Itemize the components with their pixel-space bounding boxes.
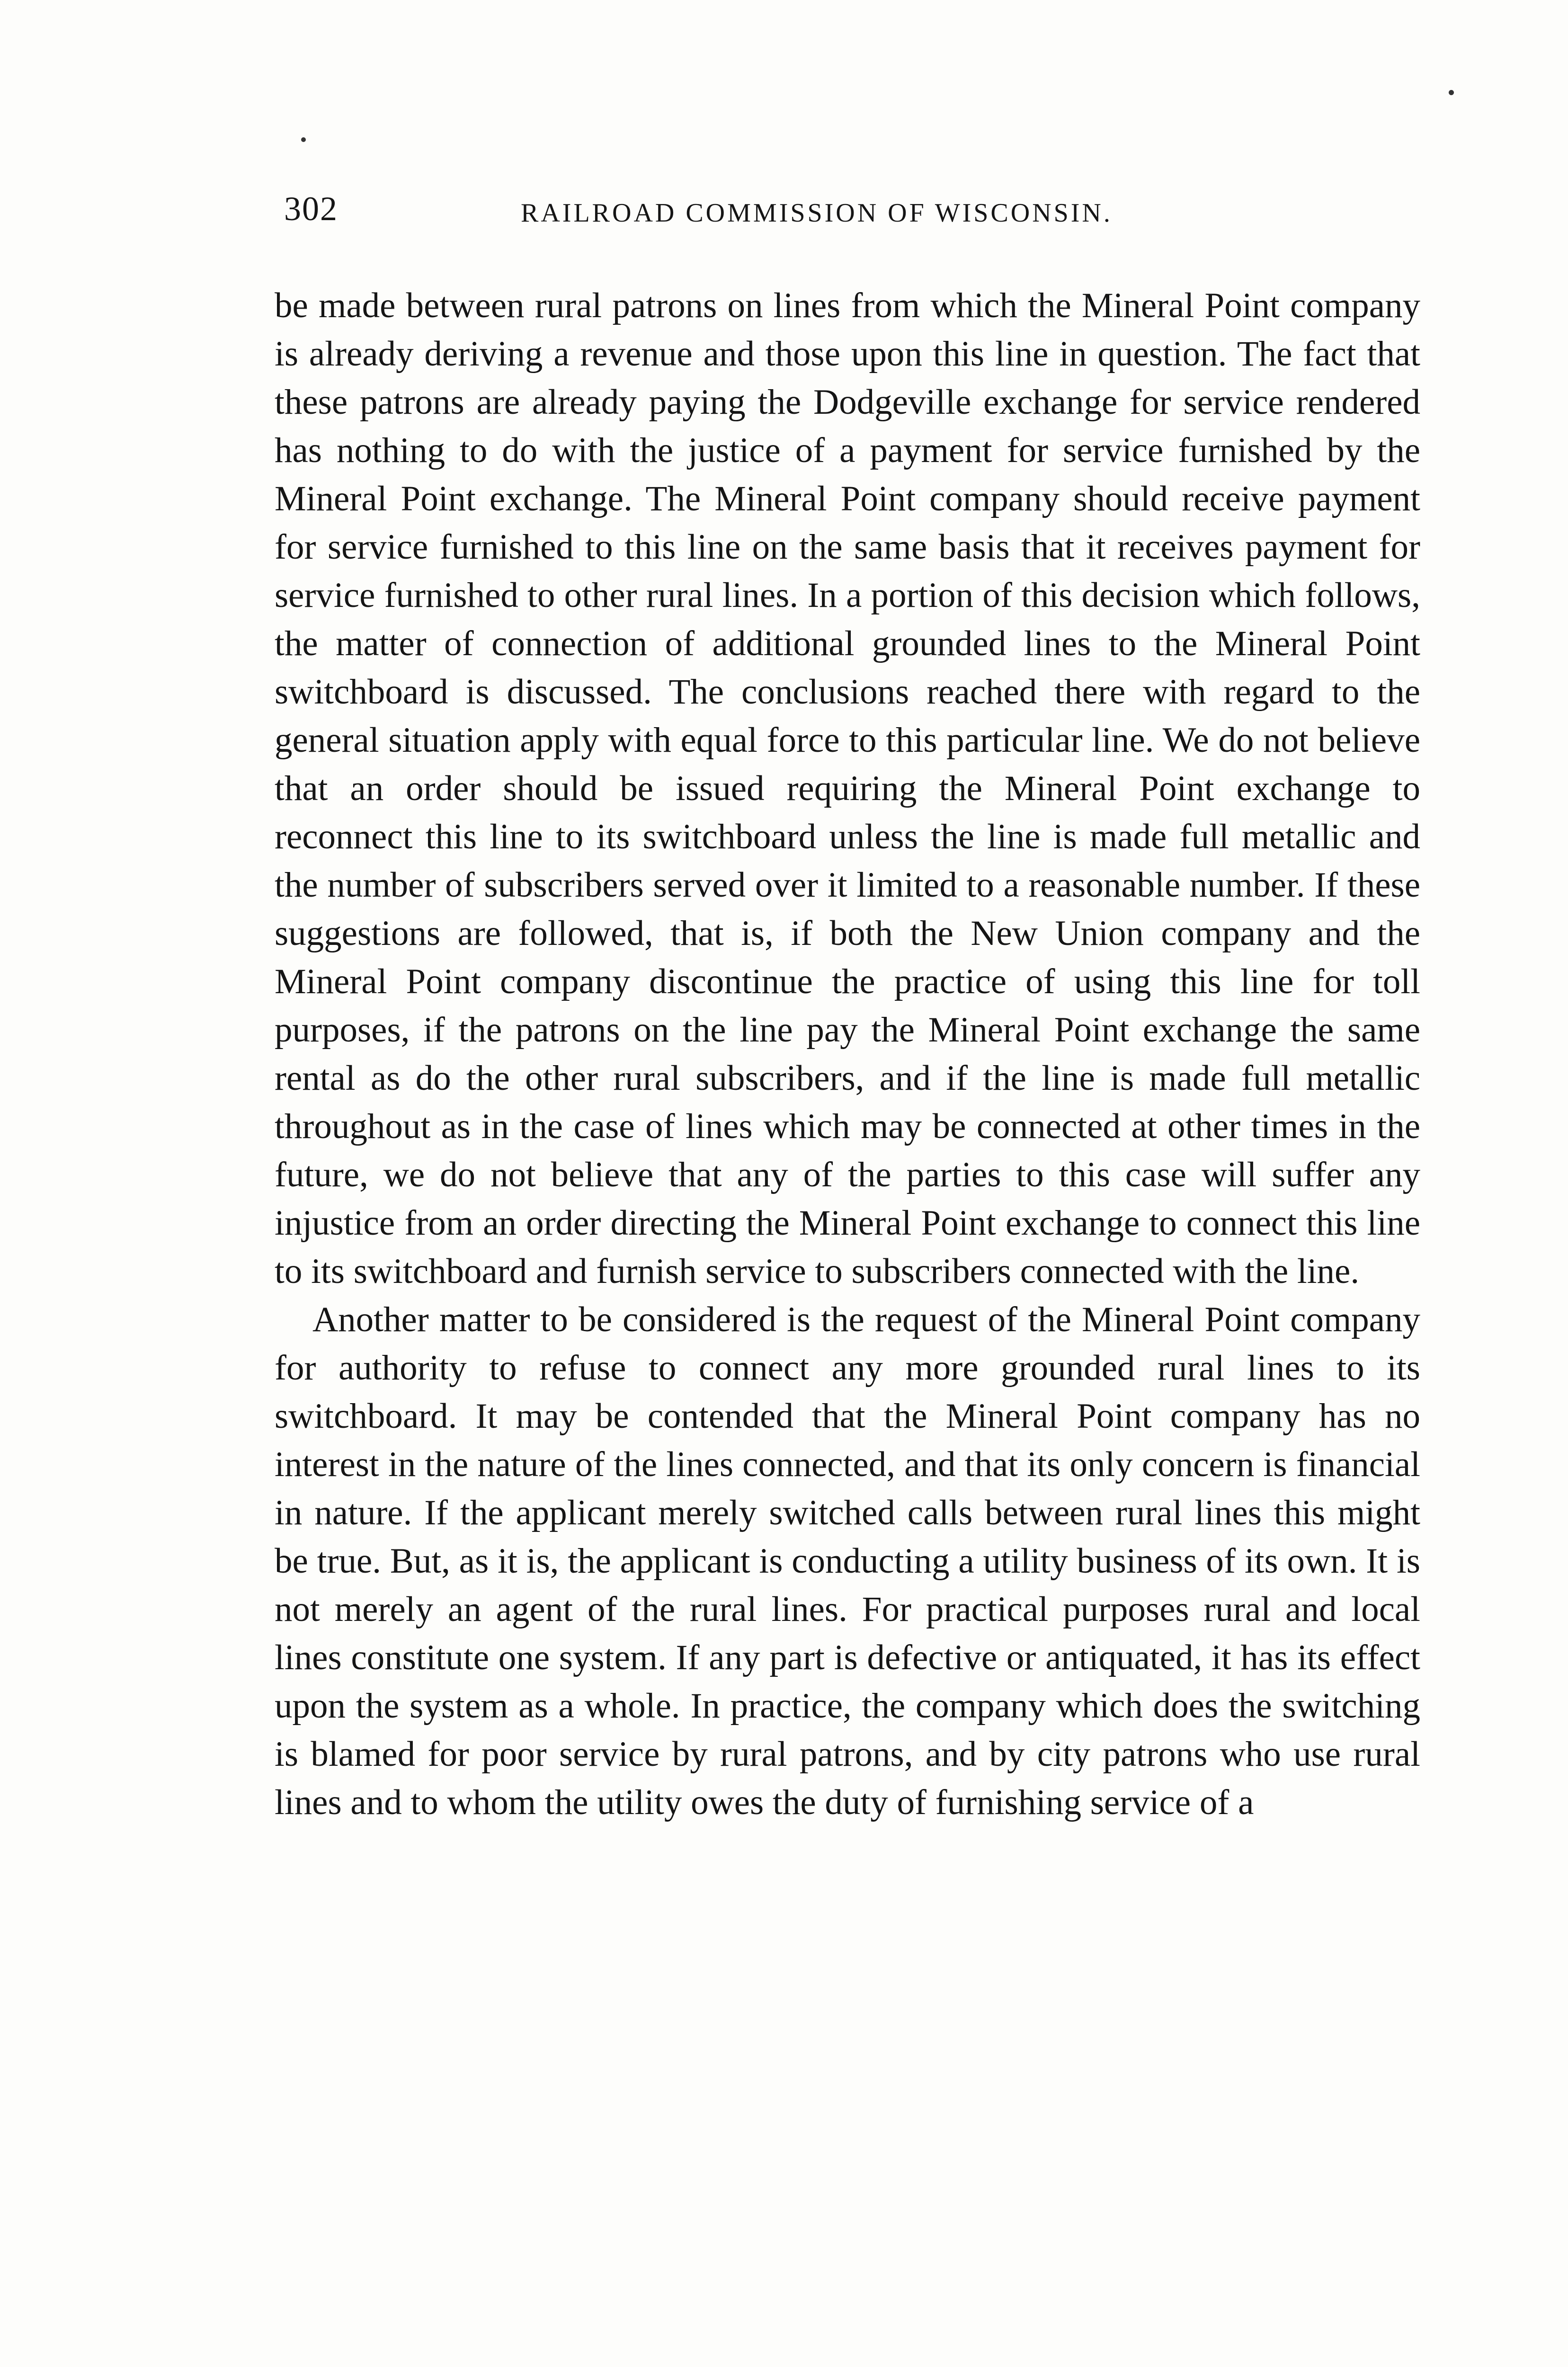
body-text bbox=[275, 282, 1420, 1827]
page-header bbox=[284, 189, 1420, 241]
print-speck bbox=[1449, 90, 1454, 95]
print-speck bbox=[301, 137, 306, 142]
running-head: RAILROAD COMMISSION OF WISCONSIN. bbox=[521, 198, 1113, 228]
paragraph: Another matter to be considered is the request of the Mineral Point company for authority to refuse to connect any more grounded rural lines to its switchboard. It may be contended that the Mineral Point company has no interest in the nature of the lines connected, and that its only concern is financial in nature. If the applicant merely switched calls between rural lines this might be true. But, as it is, the applicant is conducting a utility business of its own. It is not merely an agent of the rural lines. For practical purposes rural and local lines constitute one system. If any part is defective or antiquated, it has its effect upon the system as a whole. In practice, the company which does the switching is blamed for poor service by rural patrons, and by city patrons who use rural lines and to whom the utility owes the duty of furnishing service of a bbox=[275, 1300, 1420, 1822]
paragraph-continued: be made between rural patrons on lines from which the Mineral Point company is already deriving a revenue and those upon this line in question. The fact that these patrons are already paying the Dodgeville exchange for service rendered has nothing to do with the justice of a payment for service furnished by the Mineral Point exchange. The Mineral Point company should receive payment for service furnished to this line on the same basis that it receives payment for service furnished to other rural lines. In a portion of this decision which follows, the matter of connection of additional grounded lines to the Mineral Point switchboard is discussed. The conclusions reached there with regard to the general situation apply with equal force to this particular line. We do not believe that an order should be issued requiring the Mineral Point exchange to reconnect this line to its switchboard unless the line is made full metallic and the number of subscribers served over it limited to a reasonable number. If these suggestions are followed, that is, if both the New Union company and the Mineral Point company discontinue the practice of using this line for toll purposes, if the patrons on the line pay the Mineral Point exchange the same rental as do the other rural subscribers, and if the line is made full metallic throughout as in the case of lines which may be connected at other times in the future, we do not believe that any of the parties to this case will suffer any injustice from an order directing the Mineral Point exchange to connect this line to its switchboard and furnish service to subscribers connected with the line. bbox=[275, 286, 1420, 1291]
page-number: 302 bbox=[284, 190, 338, 228]
